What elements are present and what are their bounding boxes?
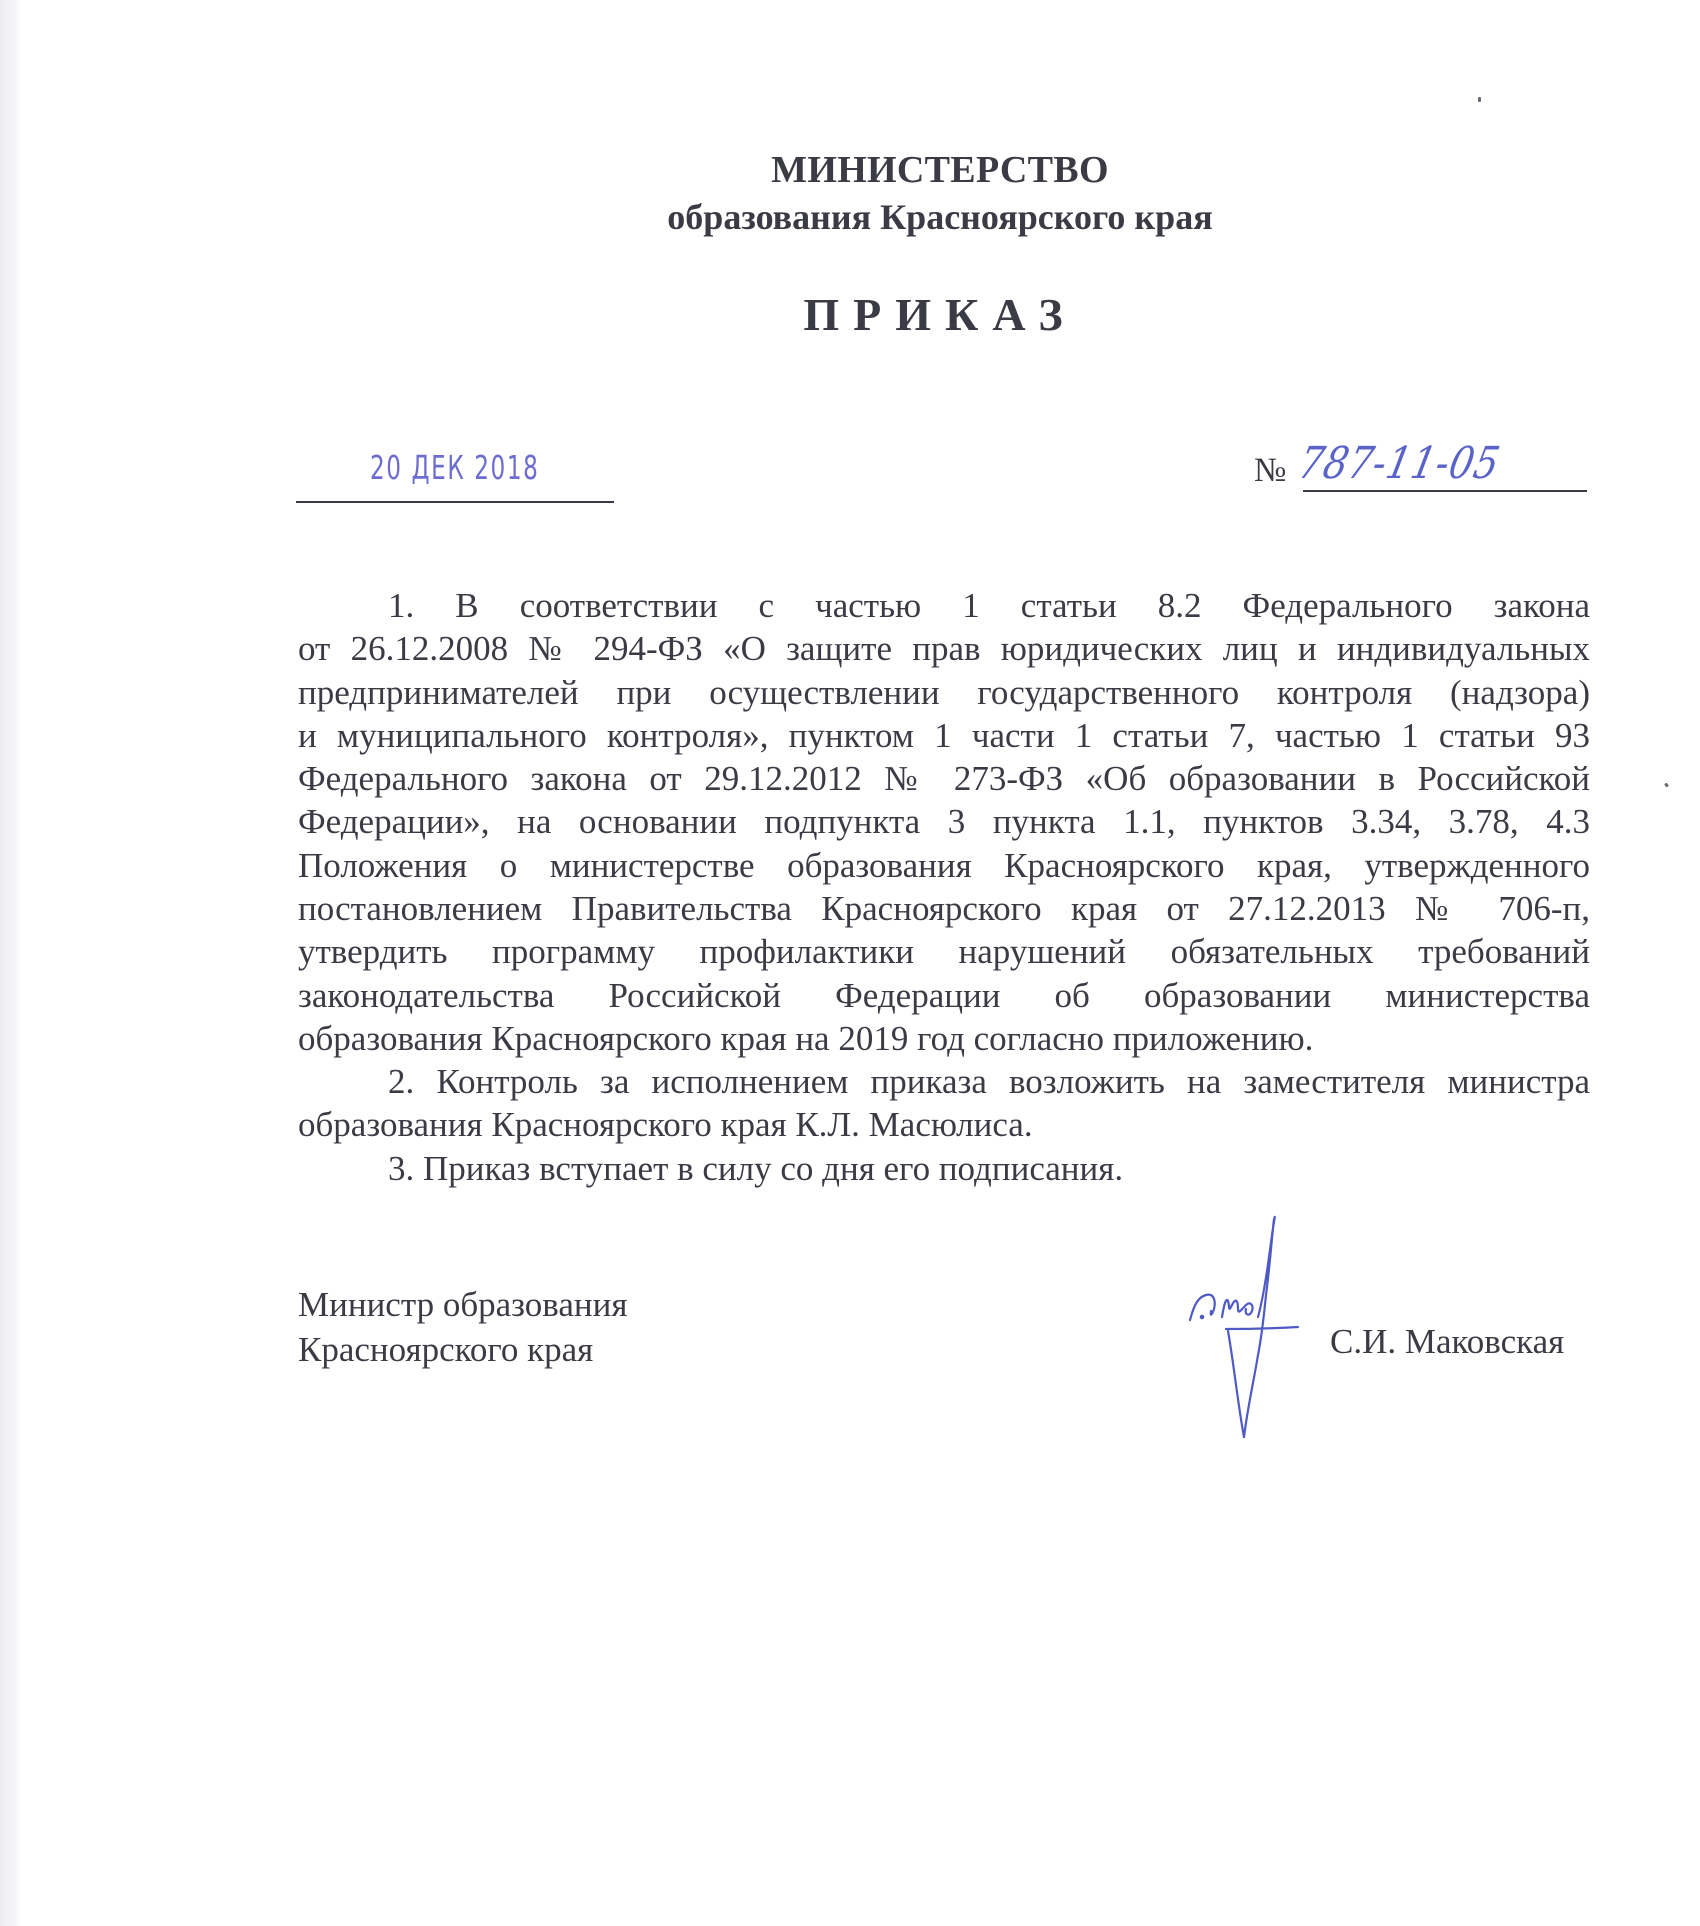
paragraph-line: и муниципального контроля», пунктом 1 части 1 статьи 7, частью 1 статьи 93 (298, 715, 1590, 755)
number-underline (1303, 490, 1587, 492)
signer-name: С.И. Маковская (1330, 1322, 1565, 1361)
paragraph-2 (298, 1060, 1590, 1147)
signer-position (298, 1282, 627, 1372)
order-number-handwritten: 787-11-05 (1294, 438, 1505, 489)
paragraph-line: Положения о министерстве образования Красноярского края, утвержденного (298, 845, 1590, 885)
signer-position-line: Министр образования (298, 1285, 628, 1324)
paragraph-line: образования Красноярского края К.Л. Масюлиса. (298, 1105, 1033, 1145)
number-sign: № (1254, 452, 1287, 489)
document-type-title: ПРИКАЗ (803, 289, 1077, 340)
paragraph-line: Федерации», на основании подпункта 3 пункта 1.1, пунктов 3.34, 3.78, 4.3 (298, 802, 1590, 842)
paragraph-line: 1. В соответствии с частью 1 статьи 8.2 Федерального закона (388, 586, 1590, 625)
paragraph-line: 2. Контроль за исполнением приказа возложить на заместителя министра (388, 1062, 1590, 1101)
ministry-title: МИНИСТЕРСТВО (771, 149, 1109, 191)
paragraph-3 (298, 1147, 1590, 1190)
paragraph-line: постановлением Правительства Красноярского края от 27.12.2013 № 706-п, (298, 889, 1590, 929)
paragraph-line: утвердить программу профилактики нарушений обязательных требований (298, 932, 1590, 972)
date-stamp: 20 ДЕК 2018 (370, 448, 540, 487)
scan-speck (1478, 97, 1481, 102)
scan-speck (1664, 783, 1669, 788)
paragraph-line: законодательства Российской Федерации об образовании министерства (298, 975, 1590, 1015)
paragraph-line: от 26.12.2008 № 294-ФЗ «О защите прав юридических лиц и индивидуальных (298, 629, 1590, 669)
paragraph-line: Федерального закона от 29.12.2012 № 273-ФЗ «Об образовании в Российской (298, 759, 1590, 799)
handwritten-signature-icon (1180, 1205, 1340, 1445)
paragraph-line: образования Красноярского края на 2019 год согласно приложению. (298, 1018, 1314, 1058)
paragraph-1 (298, 584, 1590, 1060)
paragraph-line: 3. Приказ вступает в силу со дня его подписания. (388, 1149, 1124, 1188)
ministry-subtitle: образования Красноярского края (667, 197, 1213, 237)
paragraph-line: предпринимателей при осуществлении государственного контроля (надзора) (298, 672, 1590, 712)
date-underline (296, 501, 614, 503)
signer-position-line: Красноярского края (298, 1330, 594, 1369)
